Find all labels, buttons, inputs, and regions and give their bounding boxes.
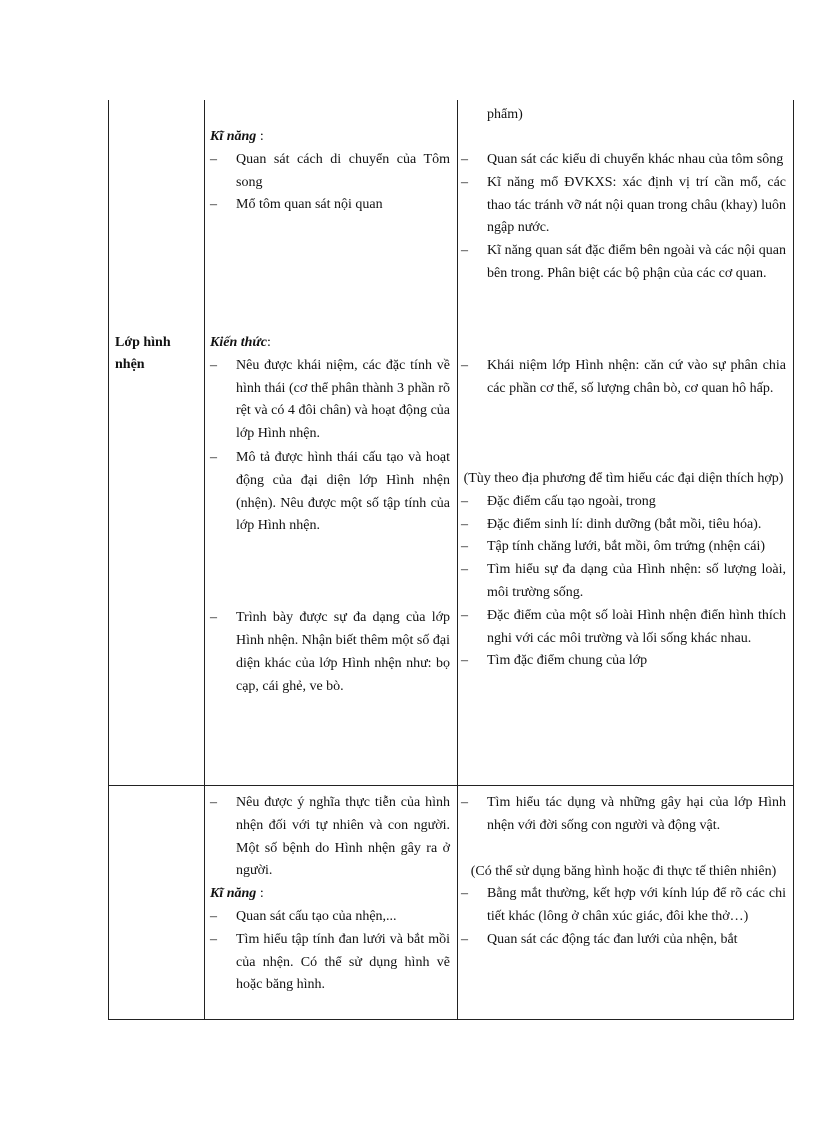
knowledge-heading: Kiến thức: (210, 335, 271, 350)
skills-list (210, 149, 450, 217)
skills-list (210, 906, 450, 997)
table-row-divider (108, 785, 794, 786)
list-item: – Đặc điểm cấu tạo ngoài, trong (461, 491, 786, 514)
list-item: – Nêu được khái niệm, các đặc tính về hình thái (cơ thể phân thành 3 phần rõ rệt và có 4 đôi chân) và hoạt động của lớp Hình nhện. (210, 355, 450, 446)
list-item: – Kĩ năng quan sát đặc điểm bên ngoài và các nội quan bên trong. Phân biệt các bộ phận của các cơ quan. (461, 240, 786, 286)
block1-col2-skills (210, 126, 450, 217)
note-text: (Tùy theo địa phương để tìm hiểu các đại diện thích hợp) (463, 471, 784, 486)
block1-col3-continuation (487, 104, 787, 127)
table-border-bottom (108, 1019, 794, 1020)
note-text: (Có thể sử dụng băng hình hoặc đi thực tế thiên nhiên) (470, 863, 777, 879)
table-divider-col2 (457, 100, 458, 1020)
knowledge-list (210, 355, 450, 699)
list-item: – Kĩ năng mổ ĐVKXS: xác định vị trí cần mổ, các thao tác tránh vỡ nát nội quan trong châu (khay) luôn ngập nước. (461, 172, 786, 240)
row-label-arachnida: Lớp hình nhện (115, 335, 171, 372)
list-item: – Tập tính chăng lưới, bắt mồi, ôm trứng (nhện cái) (461, 536, 786, 559)
block2-col3-details (461, 468, 786, 673)
list-item: – Quan sát các kiểu di chuyển khác nhau của tôm sông (461, 149, 786, 172)
block2-col3-concept (461, 355, 786, 401)
block3-col2 (210, 792, 450, 997)
list-item: – Quan sát cấu tạo của nhện,... (210, 906, 450, 929)
list-item: – Trình bày được sự đa dạng của lớp Hình nhện. Nhận biết thêm một số đại diện khác của lớp Hình nhện như: bọ cạp, cái ghẻ, ve bò. (210, 607, 450, 698)
list-item: – Bằng mắt thường, kết hợp với kính lúp để rõ các chi tiết khác (lông ở chân xúc giác, đôi khe thở…) (461, 883, 786, 929)
list-item: – Đặc điểm của một số loài Hình nhện điển hình thích nghi với các môi trường và lối sống khác nhau. (461, 605, 786, 651)
list-item: – Tìm hiểu tập tính đan lưới và bắt mồi của nhện. Có thể sử dụng hình vẽ hoặc băng hình. (210, 929, 450, 997)
table-border-left (108, 100, 109, 1020)
observation-list (461, 883, 786, 951)
effects-list (461, 792, 786, 838)
spacer (461, 838, 786, 861)
list-item: – Quan sát cách di chuyển của Tôm song (210, 149, 450, 195)
concept-list (461, 355, 786, 401)
block1-col3-skills (461, 149, 786, 286)
block3-col3 (461, 792, 786, 952)
skills-detail-list (461, 149, 786, 286)
list-item: – Tìm đặc điểm chung của lớp (461, 650, 786, 673)
list-item: – Đặc điểm sinh lí: dinh dưỡng (bắt mồi, tiêu hóa). (461, 514, 786, 537)
list-item: – Nêu được ý nghĩa thực tiễn của hình nhện đối với tự nhiên và con người. Một số bệnh do Hình nhện gây ra ở người. (210, 792, 450, 883)
list-item: – Mô tả được hình thái cấu tạo và hoạt động của đại diện lớp Hình nhện (nhện). Nêu được một số tập tính của lớp Hình nhện. (210, 447, 450, 538)
skills-heading: Kĩ năng : (210, 129, 264, 144)
significance-list (210, 792, 450, 883)
details-list (461, 491, 786, 673)
table-divider-col1 (204, 100, 205, 1020)
list-item: – Quan sát các động tác đan lưới của nhện, bắt (461, 929, 786, 952)
list-item: – Mổ tôm quan sát nội quan (210, 194, 450, 217)
table-border-right (793, 100, 794, 1020)
continuation-text: phẩm) (487, 107, 523, 122)
list-item: – Khái niệm lớp Hình nhện: căn cứ vào sự phân chia các phần cơ thể, số lượng chân bò, cơ quan hô hấp. (461, 355, 786, 401)
list-item: – Tìm hiểu tác dụng và những gây hại của lớp Hình nhện với đời sống con người và động vật. (461, 792, 786, 838)
block2-col2-knowledge (210, 332, 450, 698)
skills-heading: Kĩ năng : (210, 886, 264, 902)
list-item: – Tìm hiểu sự đa dạng của Hình nhện: số lượng loài, môi trường sống. (461, 559, 786, 605)
